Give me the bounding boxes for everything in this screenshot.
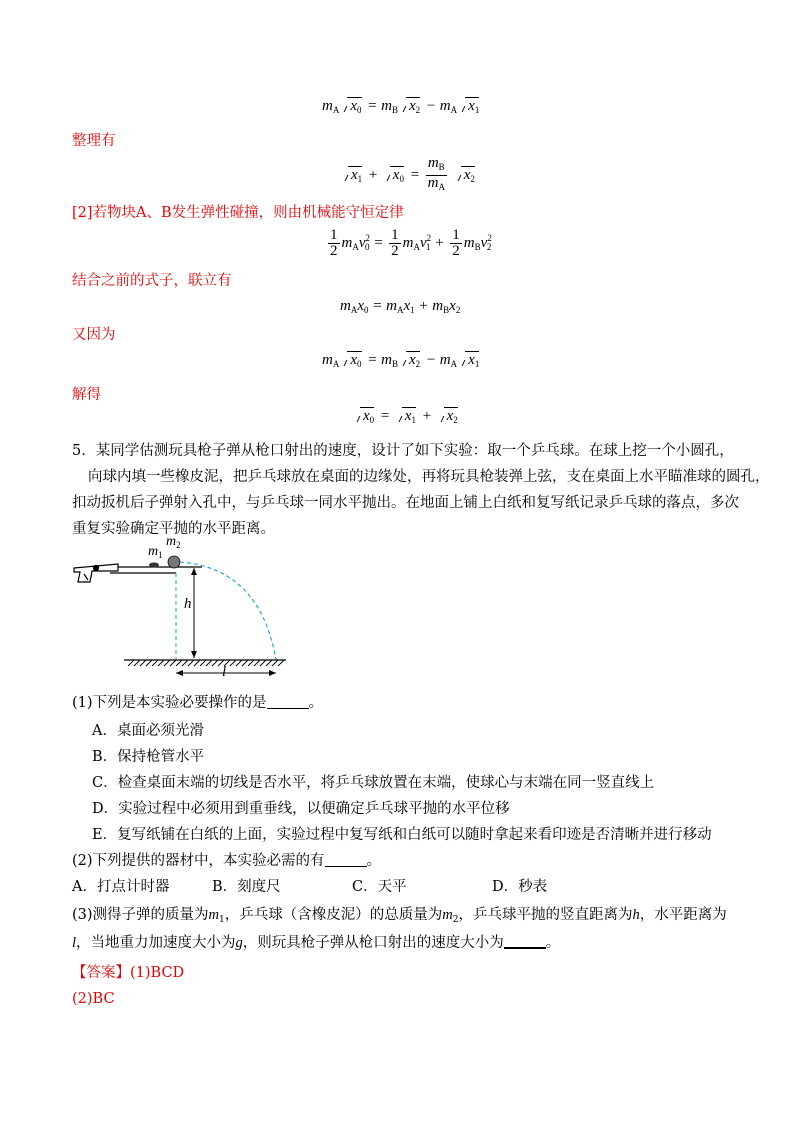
label-solve: 解得 [72,387,101,403]
label-combine: 结合之前的式子，联立有 [72,273,232,289]
answer-part1: (1)BCD [130,965,185,981]
figure-label-m2: $m_2$ [166,534,181,550]
part1-prompt: (1)下列是本实验必要操作的是 。 [72,695,324,711]
part3-line1: (3)测得子弹的质量为$m_1$，乒乓球（含橡皮泥）的总质量为$m_2$，乒乓球平抛的竖直距离为h，水平距离为 [72,907,727,925]
part2-answer-blank [325,852,367,867]
part2-option-b: B．刻度尺 [212,879,281,895]
part2-option-d: D．秒表 [492,879,548,895]
part2-option-c: C．天平 [352,879,407,895]
question-stem-line2: 向球内填一些橡皮泥，把乒乓球放在桌面的边缘处，再将玩具枪装弹上弦，支在桌面上水平瞄准球的圆孔， [88,469,770,485]
question-stem-line4: 重复实验确定平抛的水平距离。 [72,521,275,537]
equation-linear: $m_Ax_0 = m_Ax_1 + m_Bx_2$ [340,298,461,315]
part1-answer-blank [267,694,309,709]
question-stem-line1: 5．某同学估测玩具枪子弹从枪口射出的速度，设计了如下实验：取一个乒乓球。在球上挖一个小圆孔， [72,443,734,459]
part1-option-b: B．保持枪管水平 [92,749,205,765]
part3-answer-blank [504,933,546,949]
answer-part2: (2)BC [72,991,115,1007]
ping-pong-ball-icon [168,556,180,568]
equation-result: $x_0 = x_1 + x_2$ [352,408,460,425]
figure-label-h: h [184,596,192,612]
answer-tag: 【答案】 [72,965,130,981]
label-arrange: 整理有 [72,133,116,149]
part1-option-c: C．检查桌面末端的切线是否水平，将乒乓球放置在末端，使球心与末端在同一竖直线上 [92,775,655,791]
question-stem-line3: 扣动扳机后子弹射入孔中，与乒乓球一同水平抛出。在地面上铺上白纸和复写纸记录乒乓球的落点，多次 [72,495,739,511]
part1-option-e: E．复写纸铺在白纸的上面，实验过程中复写纸和白纸可以随时拿起来看印迹是否清晰并进行移动 [92,827,712,843]
equation-sqrt-sum: $x_1 + x_0$ = $\frac{m_B}{m_A}$ $x_2$ [340,156,477,195]
part1-option-a: A．桌面必须光滑 [92,723,204,739]
equation-momentum-2: $m_A$ $x_0 = m_B$ $x_2 - m_A$ $x_1$ [322,352,480,369]
part1-option-d: D．实验过程中必须用到重垂线，以便确定乒乓球平抛的水平位移 [92,801,510,817]
figure-label-l: l [222,664,227,680]
answer-line1 [72,962,184,984]
part2-prompt: (2)下列提供的器材中，本实验必需的有 。 [72,853,382,869]
label-elastic: [2]若物块A、B发生弹性碰撞，则由机械能守恒定律 [72,205,404,221]
figure-label-m1: $m_1$ [148,544,163,560]
part3-line2: l，当地重力加速度大小为g，则玩具枪子弹从枪口射出的速度大小为 。 [72,935,561,951]
label-also: 又因为 [72,327,116,343]
equation-momentum-1: $m_A$ $x_0 = m_B$ $x_2 - m_A$ $x_1$ [322,98,480,115]
part2-option-a: A．打点计时器 [72,879,170,895]
bullet-icon [149,563,159,568]
equation-energy: $\frac{1}{2}$ $m_Av^2_0$ = $\frac{1}{2}$ $m_Av^2_1$ + $\frac{1}{2}$ $m_Bv^2_2$ [330,227,492,259]
